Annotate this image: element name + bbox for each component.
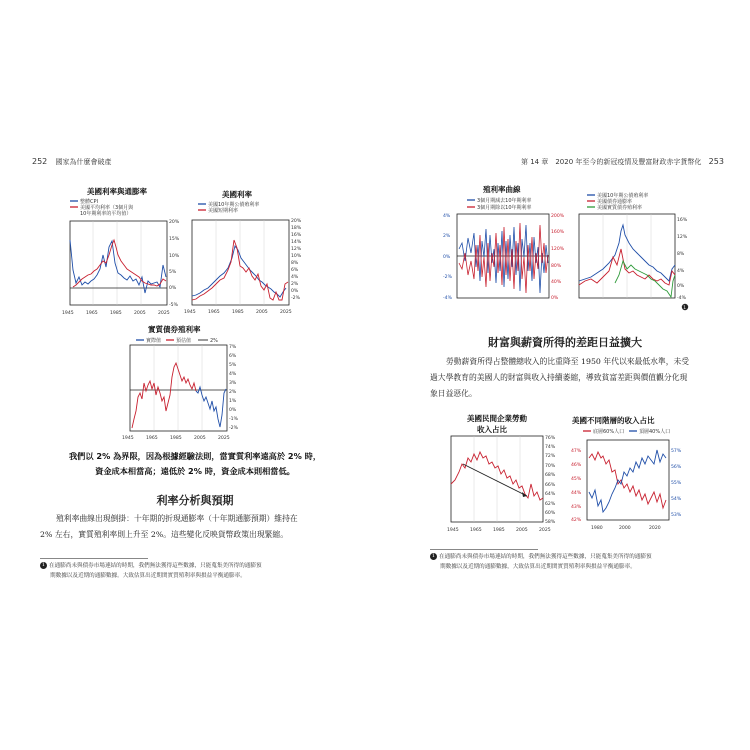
y-tick: 12% — [291, 247, 302, 252]
y-tick-left: 42% — [571, 518, 582, 523]
y-tick-left: 46% — [571, 463, 582, 468]
legend-cpi: 整體CPI — [80, 199, 98, 205]
caption-line: 我們以 2% 為界限，因為根據經驗法則，當實質利率遠高於 2% 時， — [68, 451, 322, 461]
x-tick: 1945 — [447, 528, 459, 533]
x-tick: 2020 — [649, 526, 661, 531]
footnote — [40, 561, 350, 581]
legend-2pct: 2% — [210, 338, 218, 344]
left-page-header — [32, 157, 112, 167]
y-tick-left: 45% — [571, 477, 582, 482]
y-tick: -2% — [229, 426, 238, 431]
x-tick: 2005 — [134, 311, 146, 316]
legend-avg-rate: 美國平均利率（3個月與 — [80, 205, 134, 211]
y-tick: -4% — [677, 296, 686, 301]
chart-title-2: 收入占比 — [477, 425, 507, 434]
footnote — [430, 552, 730, 572]
footnote-marker: 1 — [41, 562, 46, 568]
footnote-line: 期數據以及近期的通膨數據，大致估算出近期閔實質殖利率與損益平衡通膨率。 — [440, 564, 636, 570]
y-tick: 5% — [229, 363, 237, 368]
legend-estimate: 預估值 — [176, 338, 192, 344]
chart-title: 美國利率與通膨率 — [87, 187, 147, 196]
page-number: 252 — [32, 157, 48, 166]
footnote-marker: 1 — [431, 553, 436, 559]
x-tick: 2025 — [539, 528, 551, 533]
legend-short: 美國短期利率 — [208, 208, 239, 214]
x-tick: 2005 — [516, 528, 528, 533]
legend-10y: 美國10年期公債殖利率 — [597, 193, 649, 199]
section-title: 利率分析與預期 — [156, 494, 234, 507]
y-tick-right: 0% — [551, 296, 559, 301]
paragraph-line: 象日益惡化。 — [430, 389, 477, 398]
y-tick: -1% — [229, 417, 238, 422]
x-tick: 2025 — [158, 311, 170, 316]
chart-title: 美國民間企業勞動 — [467, 414, 527, 423]
x-tick: 2025 — [280, 310, 292, 315]
y-tick: 14% — [291, 240, 302, 245]
x-tick: 2025 — [218, 436, 230, 441]
body-paragraph — [430, 354, 730, 402]
y-tick: 60% — [545, 511, 556, 516]
y-tick-left: 44% — [571, 491, 582, 496]
source-marker-label: 1 — [683, 306, 687, 311]
y-tick: 8% — [291, 261, 299, 266]
y-tick: 16% — [677, 218, 688, 223]
y-tick-left: 47% — [571, 449, 582, 454]
paragraph-line: 過大學教育的美國人的財富與收入持續萎縮，導致貧富差距與價值觀分化現 — [430, 373, 688, 382]
y-tick-right: 55% — [671, 481, 682, 486]
legend-top40: 頂層40%人口 — [639, 429, 671, 435]
legend-actual: 實際值 — [146, 338, 162, 344]
chart-us-rates — [184, 188, 314, 316]
y-tick: -5% — [169, 303, 178, 308]
x-tick: 1985 — [493, 528, 505, 533]
y-tick: 7% — [229, 345, 237, 350]
y-tick: 18% — [291, 226, 302, 231]
footnote-line: 在通膨尚未與債券市場連結的時期，我們無法獲得這些數據，只能蒐集美所得的通膨預 — [49, 563, 262, 569]
y-tick: 5% — [169, 270, 177, 275]
caption-line: 資金成本相當高；遠低於 2% 時，資金成本則相當低。 — [95, 466, 295, 476]
running-head: 第 14 章 2020 年至今的新冠疫情及豐富財政赤字貨幣化 — [521, 158, 702, 166]
y-tick-right: 56% — [671, 465, 682, 470]
chart-us-rates-inflation — [60, 185, 185, 317]
bold-caption — [40, 449, 350, 479]
chart-title: 殖利率曲線 — [483, 185, 521, 194]
x-tick: 1985 — [110, 311, 122, 316]
y-tick: 4% — [229, 372, 237, 377]
y-tick: 2% — [229, 390, 237, 395]
x-tick: 2005 — [194, 436, 206, 441]
footnote-divider — [40, 558, 148, 559]
x-tick: 1985 — [232, 310, 244, 315]
y-tick: 20% — [169, 220, 180, 225]
x-tick: 1965 — [208, 310, 220, 315]
legend-real: 美國實質債券殖利率 — [597, 205, 643, 211]
y-tick-right: 200% — [551, 214, 565, 219]
y-tick-left: 2% — [443, 234, 451, 239]
right-page — [375, 0, 750, 750]
y-tick: 76% — [545, 436, 556, 441]
section-title: 財富與薪資所得的差距日益擴大 — [488, 336, 642, 349]
footnote-divider — [430, 549, 538, 550]
y-tick-left: -2% — [443, 275, 452, 280]
y-tick: 4% — [291, 275, 299, 280]
chart-labor-share — [447, 412, 562, 534]
chart-title: 美國不同階層的收入占比 — [572, 416, 655, 425]
x-tick: 1945 — [62, 311, 74, 316]
y-tick-left: -4% — [443, 296, 452, 301]
y-tick: 15% — [169, 237, 180, 242]
y-tick: 72% — [545, 454, 556, 459]
y-tick: 8% — [677, 252, 685, 257]
y-tick: 70% — [545, 464, 556, 469]
y-tick-right: 54% — [671, 497, 682, 502]
body-paragraph — [40, 511, 350, 543]
y-tick: 68% — [545, 473, 556, 478]
y-tick: 10% — [169, 254, 180, 259]
y-tick: 0% — [169, 286, 177, 291]
legend-ratio: 3個月期除以10年期利率 — [477, 205, 532, 211]
y-tick-right: 57% — [671, 449, 682, 454]
chart-title: 美國利率 — [222, 190, 252, 199]
paragraph-line: 2% 左右，實質殖利率則上升至 2%。這些變化反映貨幣政策出現緊縮。 — [40, 530, 289, 539]
x-tick: 1980 — [591, 526, 603, 531]
y-tick: 62% — [545, 502, 556, 507]
y-tick: 10% — [291, 254, 302, 259]
x-tick: 1965 — [146, 436, 158, 441]
footnote-line: 期數據以及近期的通膨數據。大致估算出近期閔實質殖利率與損益平衡通膨率。 — [50, 573, 246, 579]
y-tick: 58% — [545, 520, 556, 525]
y-tick: 6% — [291, 268, 299, 273]
y-tick: -2% — [291, 296, 300, 301]
page-number: 253 — [708, 157, 724, 166]
x-tick: 1965 — [86, 311, 98, 316]
y-tick: 66% — [545, 483, 556, 488]
paragraph-line: 勞動薪資所得占整體總收入的比重降至 1950 年代以來最低水準，未受 — [446, 357, 690, 366]
right-page-header — [521, 157, 724, 167]
y-tick: 0% — [291, 289, 299, 294]
footnote-line: 在通膨尚未與債券市場連結的時期，我們無法獲得這些數據，只能蒐集美所得的通膨預 — [439, 554, 652, 560]
y-tick: 64% — [545, 492, 556, 497]
running-head: 國家為什麼會破產 — [55, 158, 112, 166]
y-tick: 0% — [677, 284, 685, 289]
y-tick: 20% — [291, 219, 302, 224]
y-tick: 0% — [229, 408, 237, 413]
y-tick: 16% — [291, 233, 302, 238]
y-tick: 4% — [677, 269, 685, 274]
y-tick-left: 0% — [443, 255, 451, 260]
y-tick-left: 43% — [571, 505, 582, 510]
y-tick-left: 4% — [443, 214, 451, 219]
chart-real-bond-yield — [122, 323, 252, 445]
x-tick: 2000 — [619, 526, 631, 531]
legend-10y: 美國10年期公債殖利率 — [208, 202, 260, 208]
legend-avg-rate-2: 10年期利率的平均值） — [80, 211, 132, 217]
y-tick-right: 120% — [551, 247, 565, 252]
legend-bottom60: 底層60%人口 — [593, 429, 625, 435]
chart-yield-curve — [443, 183, 568, 308]
y-tick: 1% — [229, 399, 237, 404]
chart-income-share-classes — [569, 414, 694, 536]
y-tick: 6% — [229, 354, 237, 359]
legend-inflation: 美國債券通膨率 — [597, 199, 633, 205]
y-tick: 3% — [229, 381, 237, 386]
y-tick: 2% — [291, 282, 299, 287]
y-tick-right: 53% — [671, 513, 682, 518]
chart-bond-yields — [575, 185, 695, 315]
x-tick: 1945 — [122, 436, 134, 441]
paragraph-line: 殖利率曲線出現倒掛：十年期的折現通膨率（十年期通膨預期）維持在 — [56, 514, 298, 523]
legend-diff: 3個月期減去10年期利率 — [477, 198, 532, 204]
x-tick: 1965 — [470, 528, 482, 533]
y-tick-right: 40% — [551, 280, 562, 285]
y-tick: 12% — [677, 235, 688, 240]
y-tick-right: 80% — [551, 264, 562, 269]
x-tick: 2005 — [256, 310, 268, 315]
x-tick: 1945 — [184, 310, 196, 315]
chart-title: 實質債券殖利率 — [148, 325, 201, 334]
y-tick-right: 160% — [551, 230, 565, 235]
y-tick: 74% — [545, 445, 556, 450]
x-tick: 1985 — [170, 436, 182, 441]
